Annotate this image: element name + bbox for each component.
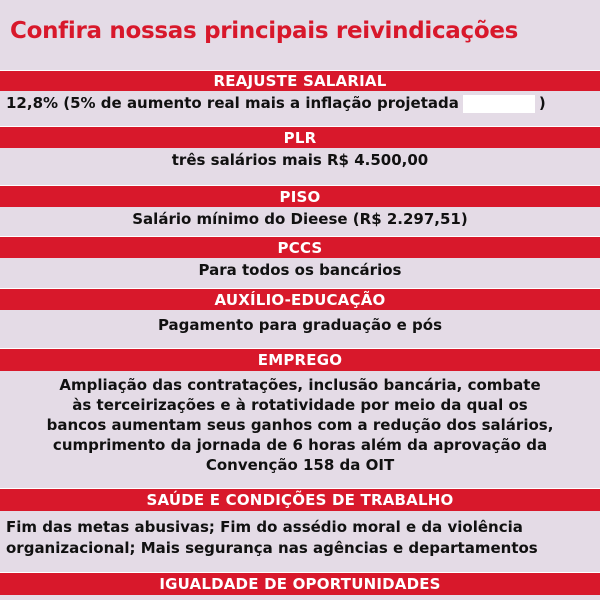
redacted-value — [463, 95, 535, 113]
section-text-saude — [0, 517, 600, 559]
section-header-reajuste: REAJUSTE SALARIAL — [0, 70, 600, 91]
section-header-saude: SAÚDE E CONDIÇÕES DE TRABALHO — [0, 488, 600, 511]
section-header-pccs: PCCS — [0, 236, 600, 258]
section-header-plr: PLR — [0, 126, 600, 148]
section-text-pccs: Para todos os bancários — [198, 261, 402, 279]
emprego-line: Ampliação das contratações, inclusão bancária, combate — [59, 376, 541, 394]
reajuste-text-start: 12,8% (5% de aumento real mais a inflação projetada — [6, 94, 459, 112]
section-header-igualdade: IGUALDADE DE OPORTUNIDADES — [0, 572, 600, 595]
emprego-line: Convenção 158 da OIT — [205, 456, 395, 474]
section-text-piso: Salário mínimo do Dieese (R$ 2.297,51) — [132, 210, 468, 228]
saude-line: organizacional; Mais segurança nas agências e departamentos — [6, 539, 538, 557]
section-header-emprego: EMPREGO — [0, 348, 600, 371]
section-header-auxilio: AUXÍLIO-EDUCAÇÃO — [0, 288, 600, 310]
section-text-plr: três salários mais R$ 4.500,00 — [171, 151, 429, 169]
page-title: Confira nossas principais reivindicações — [10, 18, 519, 44]
reajuste-text-end: ) — [538, 94, 546, 112]
saude-line: Fim das metas abusivas; Fim do assédio moral e da violência — [6, 518, 523, 536]
emprego-line: às terceirizações e à rotatividade por meio da qual os — [72, 396, 528, 414]
section-text-reajuste — [0, 94, 600, 113]
section-text-auxilio: Pagamento para graduação e pós — [157, 316, 443, 334]
emprego-line: cumprimento da jornada de 6 horas além da aprovação da — [52, 436, 548, 454]
section-text-emprego — [0, 375, 600, 475]
section-header-piso: PISO — [0, 185, 600, 207]
emprego-line: bancos aumentam seus ganhos com a redução dos salários, — [46, 416, 554, 434]
